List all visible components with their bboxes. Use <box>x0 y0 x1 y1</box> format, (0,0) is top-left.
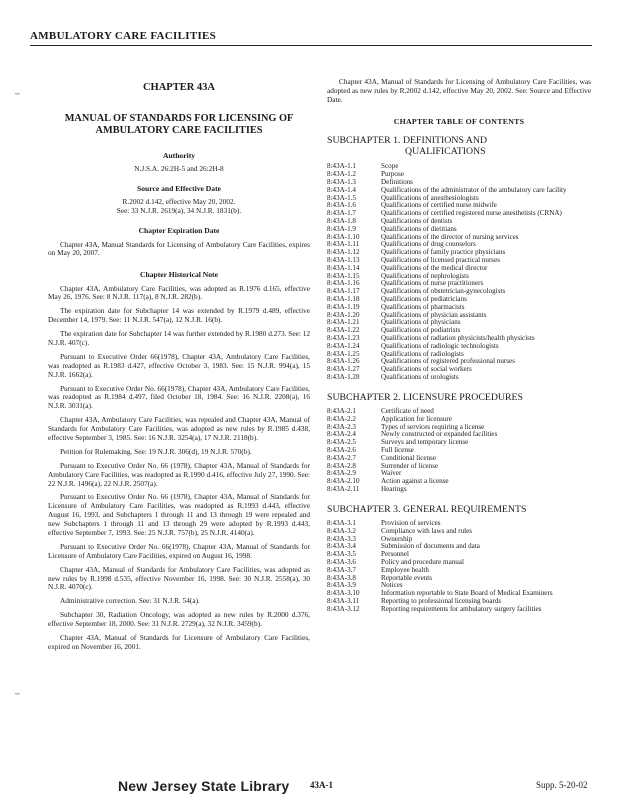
section-title: Full license <box>381 445 414 454</box>
subchapter-title: SUBCHAPTER 2. LICENSURE PROCEDURES <box>327 391 523 403</box>
section-number: 8:43A-3.6 <box>327 557 356 566</box>
history-paragraph: Petition for Rulemaking. See: 19 N.J.R. 306(d), 19 N.J.R. 570(b). <box>60 446 252 456</box>
section-title: Application for licensure <box>381 414 452 423</box>
section-title: Definitions <box>381 177 413 186</box>
authority-text: N.J.S.A. 26:2H-5 and 26:2H-8 <box>134 164 224 174</box>
history-paragraph: Chapter 43A, Ambulatory Care Facilities, was adopted as R.1976 d.165, effective May 26, 1976. See: 8 N.J.R. 117(a), 8 N.J.R. 282(b). <box>48 283 310 302</box>
section-title: Qualifications of obstetrician-gynecologists <box>381 287 506 296</box>
section-title: Surrender of license <box>381 461 439 470</box>
section-title: Qualifications of the director of nursing services <box>381 232 519 241</box>
section-number: 8:43A-3.11 <box>327 596 360 605</box>
history-paragraph: Chapter 43A, Ambulatory Care Facilities, was repealed and Chapter 43A, Manual of Standards for Ambulatory Care Facilities, was adopted as new rules by R.1985 d.438, effective September 3, 1985. See: 16 N.J.R. 3254(a), 17 N.J.R. 2118(b). <box>48 415 310 442</box>
source-heading: Source and Effective Date <box>136 184 221 194</box>
section-title: Qualifications of registered professional nurses <box>381 357 515 366</box>
toc-row <box>327 567 591 575</box>
history-paragraph: Subchapter 30, Radiation Oncology, was adopted as new rules by R.2000 d.376, effective September 18, 2000. See: 31 N.J.R. 2729(a), 32 N.J.R. 3459(b). <box>48 610 310 629</box>
section-number: 8:43A-2.11 <box>327 484 360 493</box>
section-title: Qualifications of certified nurse midwife <box>381 201 497 210</box>
section-title: Types of services requiring a license <box>381 422 485 431</box>
section-title: Qualifications of physician assistants <box>381 310 487 319</box>
section-title: Qualifications of physicians <box>381 318 461 327</box>
toc-heading: CHAPTER TABLE OF CONTENTS <box>393 116 525 126</box>
section-number: 8:43A-1.2 <box>327 170 356 179</box>
section-number: 8:43A-3.2 <box>327 526 356 535</box>
section-title: Policy and procedure manual <box>381 557 464 566</box>
subchapter-title-cont: QUALIFICATIONS <box>405 146 486 158</box>
section-number: 8:43A-2.2 <box>327 414 356 423</box>
section-number: 8:43A-1.15 <box>327 271 360 280</box>
section-title: Qualifications of radiologists <box>381 349 464 358</box>
section-title: Hearings <box>381 484 407 493</box>
history-paragraph: Pursuant to Executive Order No. 66(1978), Chapter 43A, Ambulatory Care Facilities, was readopted as R.1984 d.497, filed October 18, 1984. See: 16 N.J.R. 2208(a), 16 N.J.R. 3031(a). <box>48 383 310 411</box>
section-title: Reporting to professional licensing boards <box>381 596 502 605</box>
section-title: Newly constructed or expanded facilities <box>381 430 498 439</box>
section-number: 8:43A-1.22 <box>327 326 360 335</box>
toc-row <box>327 171 591 179</box>
section-number: 8:43A-1.8 <box>327 216 356 225</box>
section-title: Qualifications of family practice physicians <box>381 248 506 257</box>
section-number: 8:43A-3.10 <box>327 589 360 598</box>
section-title: Qualifications of anesthesiologists <box>381 193 479 202</box>
section-number: 8:43A-1.16 <box>327 279 360 288</box>
history-paragraph: Chapter 43A, Manual of Standards for Ambulatory Care Facilities, was adopted as new rules by R.1998 d.535, effective November 16, 1998. See: 30 N.J.R. 2558(a), 30 N.J.R. 4070(c). <box>48 564 310 592</box>
toc-row <box>327 218 591 226</box>
section-title: Purpose <box>381 170 404 179</box>
section-number: 8:43A-2.10 <box>327 477 360 486</box>
section-title: Qualifications of pharmacists <box>381 302 465 311</box>
toc-table <box>327 520 591 614</box>
toc-row <box>327 163 591 171</box>
section-title: Qualifications of pediatricians <box>381 294 467 303</box>
section-title: Qualifications of urologists <box>381 372 459 381</box>
section-number: 8:43A-1.27 <box>327 365 360 374</box>
section-number: 8:43A-3.5 <box>327 550 356 559</box>
header-rule <box>30 45 592 46</box>
toc-row <box>327 455 591 463</box>
section-title: Qualifications of social workers <box>381 365 472 374</box>
left-column <box>48 78 310 657</box>
toc-row <box>327 478 591 486</box>
section-number: 8:43A-3.4 <box>327 542 356 551</box>
toc-row <box>327 470 591 478</box>
section-number: 8:43A-1.12 <box>327 248 360 257</box>
history-paragraph: Chapter 43A, Manual of Standards for Licensure of Ambulatory Care Facilities, expired on November 16, 2001. <box>48 633 310 651</box>
expiration-text: Chapter 43A, Manual Standards for Licensing of Ambulatory Care Facilities, expires on May 20, 2007. <box>48 239 310 258</box>
section-number: 8:43A-1.18 <box>327 294 360 303</box>
section-title: Notices <box>381 581 403 590</box>
margin-mark: ⌣ <box>14 688 21 699</box>
section-number: 8:43A-3.7 <box>327 565 356 574</box>
subchapter-title: SUBCHAPTER 1. DEFINITIONS AND <box>327 135 488 147</box>
section-number: 8:43A-1.19 <box>327 302 360 311</box>
section-number: 8:43A-1.17 <box>327 287 360 296</box>
section-number: 8:43A-1.9 <box>327 224 356 233</box>
section-title: Conditional license <box>381 453 436 462</box>
section-number: 8:43A-3.3 <box>327 534 356 543</box>
section-number: 8:43A-1.14 <box>327 263 360 272</box>
section-title: Qualifications of the medical director <box>381 263 488 272</box>
section-number: 8:43A-3.1 <box>327 518 356 527</box>
authority-heading: Authority <box>162 151 196 161</box>
toc-row <box>327 408 591 416</box>
history-heading: Chapter Historical Note <box>140 270 218 280</box>
source-line: R.2002 d.142, effective May 20, 2002. <box>122 197 236 207</box>
section-number: 8:43A-2.9 <box>327 469 356 478</box>
section-number: 8:43A-3.9 <box>327 581 356 590</box>
toc-row <box>327 559 591 567</box>
section-title: Qualifications of nurse practitioners <box>381 279 484 288</box>
section-title: Provision of services <box>381 518 441 527</box>
supplement-date: Supp. 5-20-02 <box>536 780 588 790</box>
history-paragraph: Pursuant to Executive Order No. 66(1978), Chapter 43A, Manual of Standards for Licensure of Ambulatory Care Facilities, expired on August 16, 1998. <box>48 541 310 560</box>
section-title: Qualifications of radiation physicists/health physicists <box>381 333 535 342</box>
toc-row <box>327 606 591 614</box>
section-number: 8:43A-1.5 <box>327 193 356 202</box>
section-number: 8:43A-1.26 <box>327 357 360 366</box>
section-title: Action against a license <box>381 477 449 486</box>
page-number: 43A-1 <box>310 780 333 790</box>
section-number: 8:43A-2.5 <box>327 438 356 447</box>
expiration-heading: Chapter Expiration Date <box>138 226 220 236</box>
toc-row <box>327 210 591 218</box>
history-paragraph: Administrative correction. See: 31 N.J.R. 54(a). <box>60 596 200 606</box>
running-header: AMBULATORY CARE FACILITIES <box>30 30 217 42</box>
section-number: 8:43A-3.12 <box>327 604 360 613</box>
section-number: 8:43A-1.10 <box>327 232 360 241</box>
section-number: 8:43A-2.4 <box>327 430 356 439</box>
section-number: 8:43A-1.3 <box>327 177 356 186</box>
section-number: 8:43A-1.23 <box>327 333 360 342</box>
section-title: Qualifications of dietitians <box>381 224 457 233</box>
section-title: Ownership <box>381 534 413 543</box>
toc-row <box>327 463 591 471</box>
history-paragraph: Pursuant to Executive Order No. 66 (1978), Chapter 43A, Manual of Standards for Licensure of Ambulatory Care Facilities, was readopted as R.1993 d.443, effective August 16, 1993, and Subchapters 1 through 11 and 13 through 19 were repealed and new Subchapters 1 through 11 and 13 through 29 were adopted by R.1993 d.443, effective September 7, 1993. See: 25 N.J.R. 757(b), 25 N.J.R. 4140(a). <box>48 492 310 538</box>
section-title: Reportable events <box>381 573 433 582</box>
section-number: 8:43A-1.13 <box>327 255 360 264</box>
intro-paragraph: Chapter 43A, Manual of Standards for Licensing of Ambulatory Care Facilities, was adopted as new rules by R.2002 d.142, effective May 20, 2002. See: Source and Effective Date. <box>327 77 591 104</box>
section-number: 8:43A-2.7 <box>327 453 356 462</box>
library-stamp: New Jersey State Library <box>118 778 290 794</box>
toc-row <box>327 543 591 551</box>
toc-row <box>327 447 591 455</box>
section-title: Qualifications of nephrologists <box>381 271 469 280</box>
section-number: 8:43A-1.24 <box>327 341 360 350</box>
section-title: Qualifications of radiologic technologists <box>381 341 499 350</box>
section-title: Qualifications of the administrator of the ambulatory care facility <box>381 185 567 194</box>
history-paragraph: Pursuant to Executive Order No. 66 (1978), Chapter 43A, Manual of Standards for Ambulatory Care Facilities, was readopted as R.1990 d.416, effective July 27, 1990. See: 22 N.J.R. 1496(a), 22 N.J.R. 2507(a). <box>48 460 310 488</box>
history-paragraph: The expiration date for Subchapter 14 was extended by R.1979 d.489, effective December 14, 1979. See: 11 N.J.R. 547(a), 12 N.J.R. 16(b). <box>48 306 310 325</box>
section-title: Waiver <box>381 469 402 478</box>
section-title: Compliance with laws and rules <box>381 526 473 535</box>
section-title: Qualifications of certified registered nurse anesthetists (CRNA) <box>381 209 562 218</box>
toc-row <box>327 486 591 494</box>
section-number: 8:43A-2.6 <box>327 445 356 454</box>
toc-table <box>327 408 591 494</box>
history-paragraph: The expiration date for Subchapter 14 was further extended by R.1980 d.273. See: 12 N.J.R. 407(c). <box>48 329 310 347</box>
toc-row <box>327 575 591 583</box>
toc-row <box>327 528 591 536</box>
toc-table <box>327 163 591 381</box>
chapter-title: MANUAL OF STANDARDS FOR LICENSING OF AMBULATORY CARE FACILITIES <box>64 112 294 136</box>
history-paragraph: Pursuant to Executive Order 66(1978), Chapter 43A, Ambulatory Care Facilities, was readopted as R.1983 d.427, effective October 3, 1983. See: 15 N.J.R. 994(a), 15 N.J.R. 1662(a). <box>48 351 310 379</box>
toc-row <box>327 439 591 447</box>
section-title: Surveys and temporary license <box>381 438 469 447</box>
subchapter-title: SUBCHAPTER 3. GENERAL REQUIREMENTS <box>327 503 527 515</box>
section-title: Qualifications of podiatrists <box>381 326 461 335</box>
margin-mark: ⌣ <box>14 88 21 99</box>
section-number: 8:43A-2.8 <box>327 461 356 470</box>
section-number: 8:43A-2.1 <box>327 406 356 415</box>
toc-row <box>327 374 591 382</box>
section-number: 8:43A-2.3 <box>327 422 356 431</box>
section-title: Reporting requirements for ambulatory surgery facilities <box>381 604 542 613</box>
section-number: 8:43A-1.21 <box>327 318 360 327</box>
chapter-number: CHAPTER 43A <box>142 82 216 93</box>
section-number: 8:43A-1.6 <box>327 201 356 210</box>
section-title: Information reportable to State Board of Medical Examiners <box>381 589 553 598</box>
section-number: 8:43A-1.11 <box>327 240 360 249</box>
section-number: 8:43A-1.7 <box>327 209 356 218</box>
section-number: 8:43A-3.8 <box>327 573 356 582</box>
toc-row <box>327 366 591 374</box>
right-column <box>327 78 591 614</box>
section-title: Submission of documents and data <box>381 542 480 551</box>
section-title: Personnel <box>381 550 409 559</box>
section-title: Qualifications of licensed practical nurses <box>381 255 500 264</box>
source-line: See: 33 N.J.R. 2619(a), 34 N.J.R. 1831(b). <box>116 206 242 216</box>
section-title: Scope <box>381 162 399 171</box>
section-title: Qualifications of drug counselors <box>381 240 476 249</box>
section-number: 8:43A-1.20 <box>327 310 360 319</box>
section-title: Employee health <box>381 565 429 574</box>
section-title: Certificate of need <box>381 406 434 415</box>
section-number: 8:43A-1.1 <box>327 162 356 171</box>
section-number: 8:43A-1.28 <box>327 372 360 381</box>
section-number: 8:43A-1.25 <box>327 349 360 358</box>
section-number: 8:43A-1.4 <box>327 185 356 194</box>
section-title: Qualifications of dentists <box>381 216 453 225</box>
